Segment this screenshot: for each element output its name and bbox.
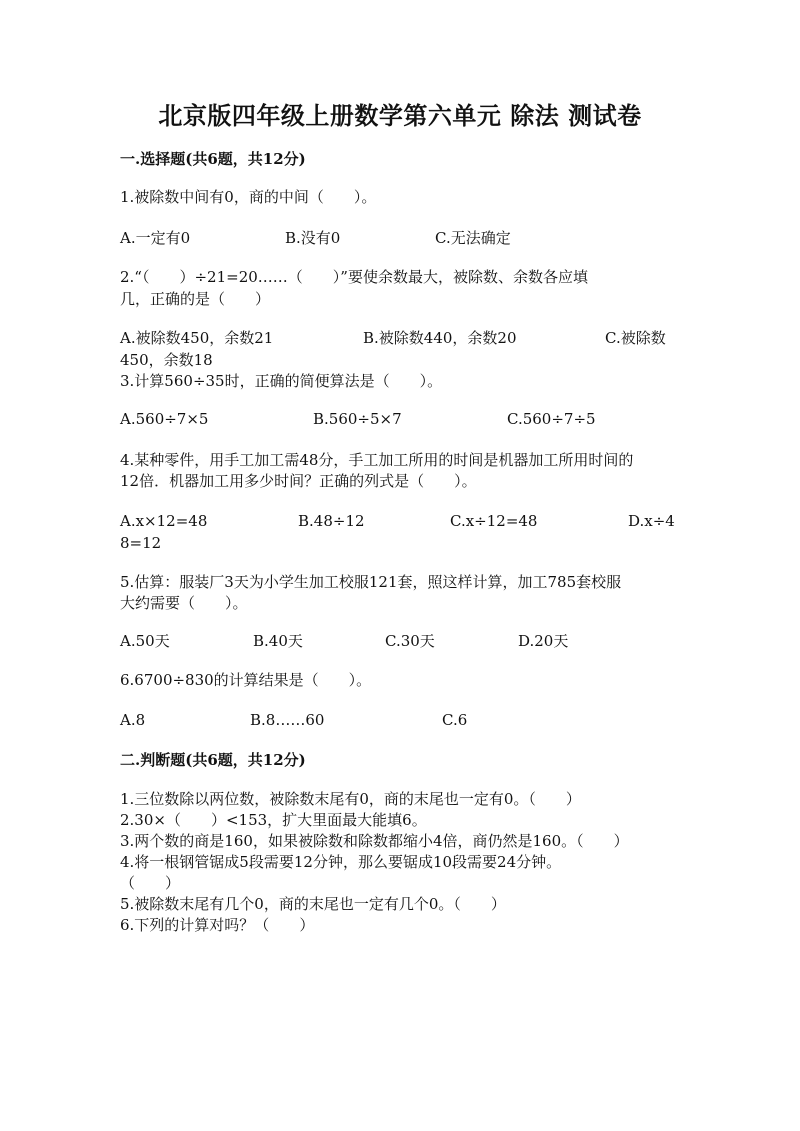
judgment-item-1: 1.三位数除以两位数，被除数末尾有0，商的末尾也一定有0。（ ） (120, 790, 581, 808)
judgment-item-6: 6.下列的计算对吗？（ ） (120, 916, 315, 934)
option-b[interactable]: B.40天 (253, 632, 303, 650)
option-c[interactable]: C.30天 (385, 632, 435, 650)
question-5-text-line-1: 5.估算：服装厂3天为小学生加工校服121套，照这样计算，加工785套校服 (120, 573, 622, 591)
question-5-text-line-2: 大约需要（ ）。 (120, 594, 248, 612)
question-3-text: 3.计算560÷35时，正确的简便算法是（ ）。 (120, 372, 443, 390)
question-2-text-line-1: 2.“（ ）÷21=20……（ ）”要使余数最大，被除数、余数各应填 (120, 268, 588, 286)
option-c[interactable]: C.x÷12=48 (450, 512, 538, 530)
option-c[interactable]: C.560÷7÷5 (507, 410, 596, 428)
option-c[interactable]: C.6 (442, 711, 468, 729)
section-heading-true-false: 二.判断题(共6题，共12分) (120, 751, 306, 769)
option-b[interactable]: B.560÷5×7 (313, 410, 402, 428)
option-c[interactable]: C.无法确定 (435, 229, 511, 247)
option-a[interactable]: A.560÷7×5 (120, 410, 209, 428)
section-heading-choice: 一.选择题(共6题，共12分) (120, 150, 306, 168)
option-b[interactable]: B.被除数440，余数20 (363, 329, 517, 347)
judgment-item-3: 3.两个数的商是160，如果被除数和除数都缩小4倍，商仍然是160。（ ） (120, 832, 629, 850)
judgment-item-4-answer-blank: （ ） (120, 874, 181, 892)
option-b[interactable]: B.48÷12 (298, 512, 365, 530)
option-d[interactable]: D.x÷4 (628, 512, 675, 530)
question-4-options-continued: 8=12 (120, 534, 162, 552)
option-a[interactable]: A.x×12=48 (120, 512, 208, 530)
option-a[interactable]: A.一定有0 (120, 229, 191, 247)
option-a[interactable]: A.50天 (120, 632, 170, 650)
option-a[interactable]: A.8 (120, 711, 146, 729)
option-b[interactable]: B.没有0 (285, 229, 341, 247)
judgment-item-4: 4.将一根钢管锯成5段需要12分钟，那么要锯成10段需要24分钟。 (120, 853, 562, 871)
option-c[interactable]: C.被除数 (605, 329, 666, 347)
option-b[interactable]: B.8……60 (250, 711, 325, 729)
judgment-item-5: 5.被除数末尾有几个0，商的末尾也一定有几个0。（ ） (120, 895, 506, 913)
option-a[interactable]: A.被除数450，余数21 (120, 329, 274, 347)
page-title: 北京版四年级上册数学第六单元 除法 测试卷 (158, 101, 642, 130)
question-2-options-continued: 450，余数18 (120, 351, 213, 369)
question-1-text: 1.被除数中间有0，商的中间（ ）。 (120, 188, 377, 206)
option-d[interactable]: D.20天 (518, 632, 569, 650)
question-4-text-line-2: 12倍．机器加工用多少时间？正确的列式是（ ）。 (120, 472, 477, 490)
judgment-item-2: 2.30×（ ）<153，扩大里面最大能填6。 (120, 811, 427, 829)
question-6-text: 6.6700÷830的计算结果是（ ）。 (120, 671, 372, 689)
question-4-text-line-1: 4.某种零件，用手工加工需48分，手工加工所用的时间是机器加工所用时间的 (120, 451, 634, 469)
question-2-text-line-2: 几，正确的是（ ） (120, 290, 271, 308)
